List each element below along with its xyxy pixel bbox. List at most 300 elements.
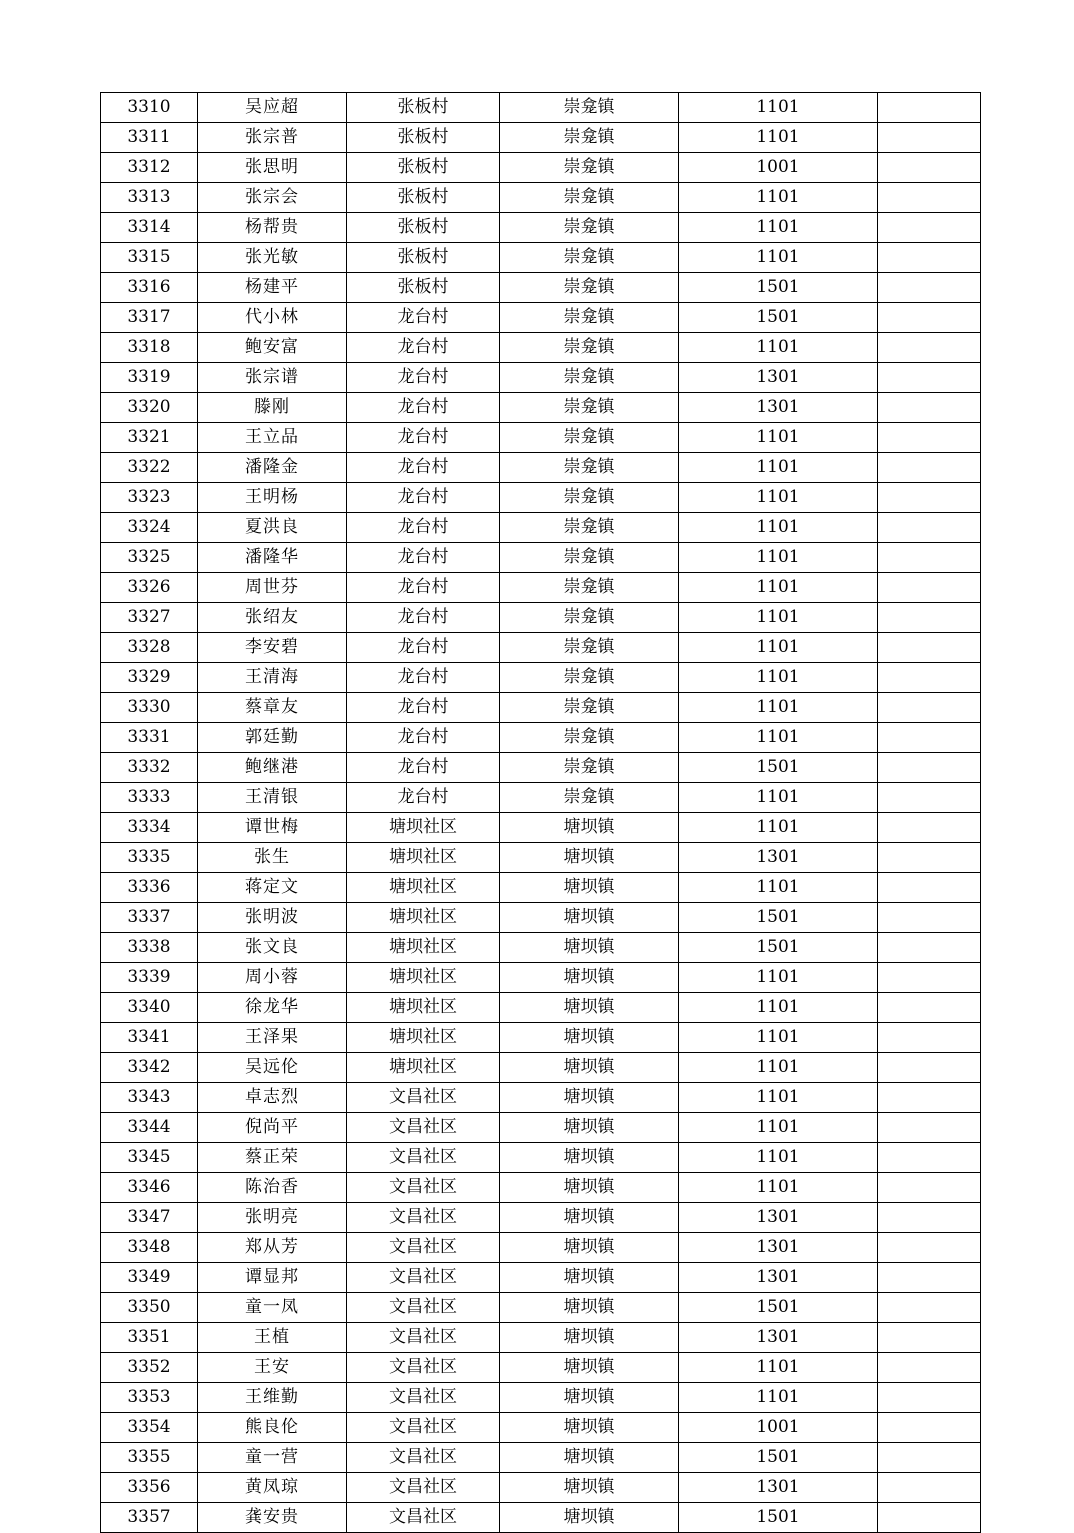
row-village: 文昌社区: [347, 1293, 500, 1323]
row-id: 3320: [101, 393, 198, 423]
row-town: 崇龛镇: [500, 663, 679, 693]
row-town: 塘坝镇: [500, 1413, 679, 1443]
row-blank: [878, 1323, 981, 1353]
row-town: 崇龛镇: [500, 333, 679, 363]
row-name: 吴应超: [198, 93, 347, 123]
row-village: 龙台村: [347, 393, 500, 423]
row-id: 3313: [101, 183, 198, 213]
table-row: [101, 1203, 981, 1233]
row-village: 塘坝社区: [347, 933, 500, 963]
row-town: 塘坝镇: [500, 1053, 679, 1083]
row-id: 3353: [101, 1383, 198, 1413]
row-village: 塘坝社区: [347, 813, 500, 843]
row-town: 塘坝镇: [500, 1023, 679, 1053]
row-village: 文昌社区: [347, 1443, 500, 1473]
row-code: 1501: [679, 1503, 878, 1533]
row-blank: [878, 243, 981, 273]
row-name: 熊良伦: [198, 1413, 347, 1443]
row-town: 崇龛镇: [500, 273, 679, 303]
row-village: 文昌社区: [347, 1113, 500, 1143]
row-town: 塘坝镇: [500, 1173, 679, 1203]
row-id: 3317: [101, 303, 198, 333]
row-blank: [878, 723, 981, 753]
table-row: [101, 243, 981, 273]
row-id: 3350: [101, 1293, 198, 1323]
table-row: [101, 813, 981, 843]
row-code: 1301: [679, 1473, 878, 1503]
row-blank: [878, 903, 981, 933]
row-id: 3324: [101, 513, 198, 543]
row-id: 3343: [101, 1083, 198, 1113]
table-row: [101, 453, 981, 483]
row-name: 周小蓉: [198, 963, 347, 993]
row-blank: [878, 453, 981, 483]
row-village: 龙台村: [347, 723, 500, 753]
row-code: 1101: [679, 423, 878, 453]
row-town: 塘坝镇: [500, 873, 679, 903]
row-name: 杨建平: [198, 273, 347, 303]
row-town: 崇龛镇: [500, 543, 679, 573]
row-village: 龙台村: [347, 573, 500, 603]
row-village: 龙台村: [347, 513, 500, 543]
row-blank: [878, 483, 981, 513]
table-row: [101, 363, 981, 393]
row-blank: [878, 813, 981, 843]
table-row: [101, 1293, 981, 1323]
row-name: 童一营: [198, 1443, 347, 1473]
table-row: [101, 603, 981, 633]
table-row: [101, 633, 981, 663]
table-row: [101, 753, 981, 783]
row-name: 郑从芳: [198, 1233, 347, 1263]
row-village: 龙台村: [347, 603, 500, 633]
row-code: 1101: [679, 723, 878, 753]
table-row: [101, 93, 981, 123]
row-town: 塘坝镇: [500, 1083, 679, 1113]
row-code: 1101: [679, 783, 878, 813]
row-name: 张宗普: [198, 123, 347, 153]
table-row: [101, 1383, 981, 1413]
row-blank: [878, 1023, 981, 1053]
row-code: 1501: [679, 903, 878, 933]
table-row: [101, 393, 981, 423]
row-town: 崇龛镇: [500, 93, 679, 123]
row-id: 3338: [101, 933, 198, 963]
row-code: 1101: [679, 453, 878, 483]
row-name: 黄凤琼: [198, 1473, 347, 1503]
row-village: 文昌社区: [347, 1263, 500, 1293]
row-code: 1001: [679, 153, 878, 183]
row-id: 3315: [101, 243, 198, 273]
table-row: [101, 843, 981, 873]
row-village: 文昌社区: [347, 1473, 500, 1503]
row-village: 龙台村: [347, 423, 500, 453]
roster-table-body: [101, 93, 981, 1533]
row-blank: [878, 993, 981, 1023]
row-name: 李安碧: [198, 633, 347, 663]
row-village: 张板村: [347, 123, 500, 153]
row-town: 塘坝镇: [500, 933, 679, 963]
table-row: [101, 153, 981, 183]
table-row: [101, 963, 981, 993]
row-blank: [878, 1413, 981, 1443]
row-name: 郭廷勤: [198, 723, 347, 753]
row-id: 3316: [101, 273, 198, 303]
row-code: 1501: [679, 1443, 878, 1473]
table-row: [101, 1233, 981, 1263]
row-code: 1101: [679, 1113, 878, 1143]
row-name: 潘隆金: [198, 453, 347, 483]
row-id: 3333: [101, 783, 198, 813]
row-code: 1001: [679, 1413, 878, 1443]
row-village: 张板村: [347, 213, 500, 243]
row-code: 1101: [679, 93, 878, 123]
row-name: 张文良: [198, 933, 347, 963]
row-town: 塘坝镇: [500, 993, 679, 1023]
row-village: 文昌社区: [347, 1083, 500, 1113]
table-row: [101, 303, 981, 333]
row-blank: [878, 1233, 981, 1263]
row-blank: [878, 1053, 981, 1083]
table-row: [101, 993, 981, 1023]
row-blank: [878, 603, 981, 633]
table-row: [101, 903, 981, 933]
row-blank: [878, 153, 981, 183]
row-blank: [878, 1353, 981, 1383]
row-name: 卓志烈: [198, 1083, 347, 1113]
row-village: 文昌社区: [347, 1233, 500, 1263]
row-town: 崇龛镇: [500, 123, 679, 153]
row-blank: [878, 123, 981, 153]
row-village: 塘坝社区: [347, 1053, 500, 1083]
row-id: 3322: [101, 453, 198, 483]
table-row: [101, 663, 981, 693]
row-code: 1101: [679, 543, 878, 573]
row-id: 3339: [101, 963, 198, 993]
table-row: [101, 1443, 981, 1473]
row-town: 崇龛镇: [500, 783, 679, 813]
table-row: [101, 123, 981, 153]
row-blank: [878, 633, 981, 663]
row-village: 龙台村: [347, 783, 500, 813]
row-blank: [878, 1113, 981, 1143]
row-town: 崇龛镇: [500, 393, 679, 423]
row-id: 3311: [101, 123, 198, 153]
row-id: 3318: [101, 333, 198, 363]
row-id: 3336: [101, 873, 198, 903]
row-code: 1101: [679, 693, 878, 723]
row-code: 1501: [679, 1293, 878, 1323]
row-code: 1301: [679, 843, 878, 873]
row-name: 滕刚: [198, 393, 347, 423]
row-blank: [878, 1293, 981, 1323]
row-blank: [878, 873, 981, 903]
row-village: 龙台村: [347, 663, 500, 693]
row-id: 3323: [101, 483, 198, 513]
row-village: 张板村: [347, 153, 500, 183]
row-code: 1101: [679, 963, 878, 993]
table-row: [101, 1413, 981, 1443]
row-id: 3345: [101, 1143, 198, 1173]
row-blank: [878, 693, 981, 723]
row-town: 塘坝镇: [500, 1443, 679, 1473]
row-town: 崇龛镇: [500, 573, 679, 603]
row-code: 1101: [679, 1083, 878, 1113]
row-name: 张光敏: [198, 243, 347, 273]
row-code: 1301: [679, 1203, 878, 1233]
table-row: [101, 483, 981, 513]
row-code: 1101: [679, 1173, 878, 1203]
row-blank: [878, 783, 981, 813]
row-town: 崇龛镇: [500, 633, 679, 663]
row-village: 龙台村: [347, 333, 500, 363]
roster-table: [100, 92, 981, 1533]
row-code: 1301: [679, 1323, 878, 1353]
row-blank: [878, 303, 981, 333]
row-village: 塘坝社区: [347, 993, 500, 1023]
row-code: 1101: [679, 1023, 878, 1053]
row-village: 文昌社区: [347, 1413, 500, 1443]
row-village: 张板村: [347, 243, 500, 273]
row-name: 周世芬: [198, 573, 347, 603]
table-row: [101, 723, 981, 753]
row-blank: [878, 393, 981, 423]
row-id: 3331: [101, 723, 198, 753]
row-town: 塘坝镇: [500, 1143, 679, 1173]
row-name: 吴远伦: [198, 1053, 347, 1083]
row-name: 夏洪良: [198, 513, 347, 543]
row-code: 1101: [679, 573, 878, 603]
table-row: [101, 333, 981, 363]
row-town: 崇龛镇: [500, 723, 679, 753]
row-town: 塘坝镇: [500, 903, 679, 933]
row-code: 1101: [679, 243, 878, 273]
row-village: 张板村: [347, 183, 500, 213]
row-blank: [878, 363, 981, 393]
row-blank: [878, 273, 981, 303]
table-row: [101, 543, 981, 573]
row-id: 3327: [101, 603, 198, 633]
row-village: 文昌社区: [347, 1383, 500, 1413]
row-town: 塘坝镇: [500, 1263, 679, 1293]
row-blank: [878, 573, 981, 603]
row-id: 3351: [101, 1323, 198, 1353]
table-row: [101, 693, 981, 723]
row-name: 张明亮: [198, 1203, 347, 1233]
row-id: 3330: [101, 693, 198, 723]
row-town: 塘坝镇: [500, 1293, 679, 1323]
row-blank: [878, 1383, 981, 1413]
row-village: 张板村: [347, 273, 500, 303]
row-name: 张生: [198, 843, 347, 873]
row-town: 崇龛镇: [500, 213, 679, 243]
row-blank: [878, 663, 981, 693]
row-village: 文昌社区: [347, 1173, 500, 1203]
row-id: 3314: [101, 213, 198, 243]
row-blank: [878, 1473, 981, 1503]
row-id: 3312: [101, 153, 198, 183]
row-village: 龙台村: [347, 363, 500, 393]
row-village: 文昌社区: [347, 1323, 500, 1353]
row-blank: [878, 1443, 981, 1473]
row-name: 陈治香: [198, 1173, 347, 1203]
row-code: 1101: [679, 513, 878, 543]
row-id: 3344: [101, 1113, 198, 1143]
row-code: 1101: [679, 873, 878, 903]
row-id: 3329: [101, 663, 198, 693]
row-code: 1101: [679, 663, 878, 693]
row-id: 3340: [101, 993, 198, 1023]
row-code: 1501: [679, 933, 878, 963]
row-name: 代小林: [198, 303, 347, 333]
row-blank: [878, 753, 981, 783]
row-name: 鲍继港: [198, 753, 347, 783]
table-row: [101, 213, 981, 243]
row-village: 塘坝社区: [347, 843, 500, 873]
row-village: 龙台村: [347, 633, 500, 663]
row-town: 塘坝镇: [500, 1353, 679, 1383]
row-name: 徐龙华: [198, 993, 347, 1023]
row-name: 蔡正荣: [198, 1143, 347, 1173]
table-row: [101, 423, 981, 453]
row-code: 1301: [679, 393, 878, 423]
table-row: [101, 1473, 981, 1503]
row-village: 塘坝社区: [347, 1023, 500, 1053]
row-name: 杨帮贵: [198, 213, 347, 243]
row-id: 3342: [101, 1053, 198, 1083]
row-id: 3349: [101, 1263, 198, 1293]
row-code: 1301: [679, 1233, 878, 1263]
row-name: 王安: [198, 1353, 347, 1383]
table-row: [101, 1503, 981, 1533]
row-name: 谭世梅: [198, 813, 347, 843]
row-town: 塘坝镇: [500, 843, 679, 873]
row-village: 龙台村: [347, 693, 500, 723]
table-row: [101, 1113, 981, 1143]
row-village: 龙台村: [347, 453, 500, 483]
row-town: 塘坝镇: [500, 813, 679, 843]
row-blank: [878, 423, 981, 453]
row-code: 1101: [679, 813, 878, 843]
row-code: 1101: [679, 603, 878, 633]
row-blank: [878, 1143, 981, 1173]
table-row: [101, 1263, 981, 1293]
row-code: 1101: [679, 333, 878, 363]
row-village: 塘坝社区: [347, 903, 500, 933]
row-name: 王植: [198, 1323, 347, 1353]
row-blank: [878, 543, 981, 573]
row-town: 塘坝镇: [500, 1473, 679, 1503]
row-blank: [878, 1083, 981, 1113]
row-town: 崇龛镇: [500, 243, 679, 273]
row-blank: [878, 93, 981, 123]
table-row: [101, 1053, 981, 1083]
row-id: 3321: [101, 423, 198, 453]
table-row: [101, 783, 981, 813]
row-id: 3328: [101, 633, 198, 663]
row-code: 1301: [679, 363, 878, 393]
row-code: 1101: [679, 633, 878, 663]
row-name: 潘隆华: [198, 543, 347, 573]
row-name: 张绍友: [198, 603, 347, 633]
row-name: 鲍安富: [198, 333, 347, 363]
row-name: 龚安贵: [198, 1503, 347, 1533]
row-town: 崇龛镇: [500, 363, 679, 393]
row-blank: [878, 333, 981, 363]
row-id: 3310: [101, 93, 198, 123]
row-town: 崇龛镇: [500, 303, 679, 333]
table-row: [101, 1023, 981, 1053]
table-row: [101, 273, 981, 303]
row-code: 1501: [679, 273, 878, 303]
table-row: [101, 573, 981, 603]
row-village: 龙台村: [347, 303, 500, 333]
table-row: [101, 1353, 981, 1383]
row-town: 塘坝镇: [500, 1113, 679, 1143]
row-village: 龙台村: [347, 483, 500, 513]
row-code: 1101: [679, 183, 878, 213]
row-id: 3346: [101, 1173, 198, 1203]
row-code: 1101: [679, 1143, 878, 1173]
row-name: 蒋定文: [198, 873, 347, 903]
row-town: 崇龛镇: [500, 753, 679, 783]
row-blank: [878, 183, 981, 213]
row-town: 塘坝镇: [500, 1233, 679, 1263]
row-village: 龙台村: [347, 753, 500, 783]
row-town: 塘坝镇: [500, 1323, 679, 1353]
table-row: [101, 873, 981, 903]
table-row: [101, 513, 981, 543]
row-blank: [878, 1173, 981, 1203]
row-blank: [878, 963, 981, 993]
row-id: 3326: [101, 573, 198, 603]
row-town: 塘坝镇: [500, 963, 679, 993]
row-name: 王清银: [198, 783, 347, 813]
row-blank: [878, 213, 981, 243]
row-id: 3337: [101, 903, 198, 933]
row-name: 张思明: [198, 153, 347, 183]
row-village: 张板村: [347, 93, 500, 123]
row-blank: [878, 1503, 981, 1533]
row-code: 1501: [679, 753, 878, 783]
row-town: 塘坝镇: [500, 1383, 679, 1413]
row-blank: [878, 1203, 981, 1233]
row-village: 文昌社区: [347, 1503, 500, 1533]
row-code: 1101: [679, 1353, 878, 1383]
row-id: 3355: [101, 1443, 198, 1473]
row-id: 3334: [101, 813, 198, 843]
row-town: 塘坝镇: [500, 1203, 679, 1233]
table-row: [101, 1083, 981, 1113]
table-row: [101, 1323, 981, 1353]
row-id: 3335: [101, 843, 198, 873]
row-code: 1501: [679, 303, 878, 333]
row-name: 张明波: [198, 903, 347, 933]
row-name: 倪尚平: [198, 1113, 347, 1143]
table-row: [101, 1173, 981, 1203]
row-id: 3341: [101, 1023, 198, 1053]
row-name: 谭显邦: [198, 1263, 347, 1293]
row-name: 王清海: [198, 663, 347, 693]
row-name: 王立品: [198, 423, 347, 453]
row-blank: [878, 843, 981, 873]
row-town: 崇龛镇: [500, 453, 679, 483]
row-town: 崇龛镇: [500, 153, 679, 183]
row-town: 崇龛镇: [500, 603, 679, 633]
row-town: 崇龛镇: [500, 513, 679, 543]
row-blank: [878, 1263, 981, 1293]
row-town: 崇龛镇: [500, 423, 679, 453]
